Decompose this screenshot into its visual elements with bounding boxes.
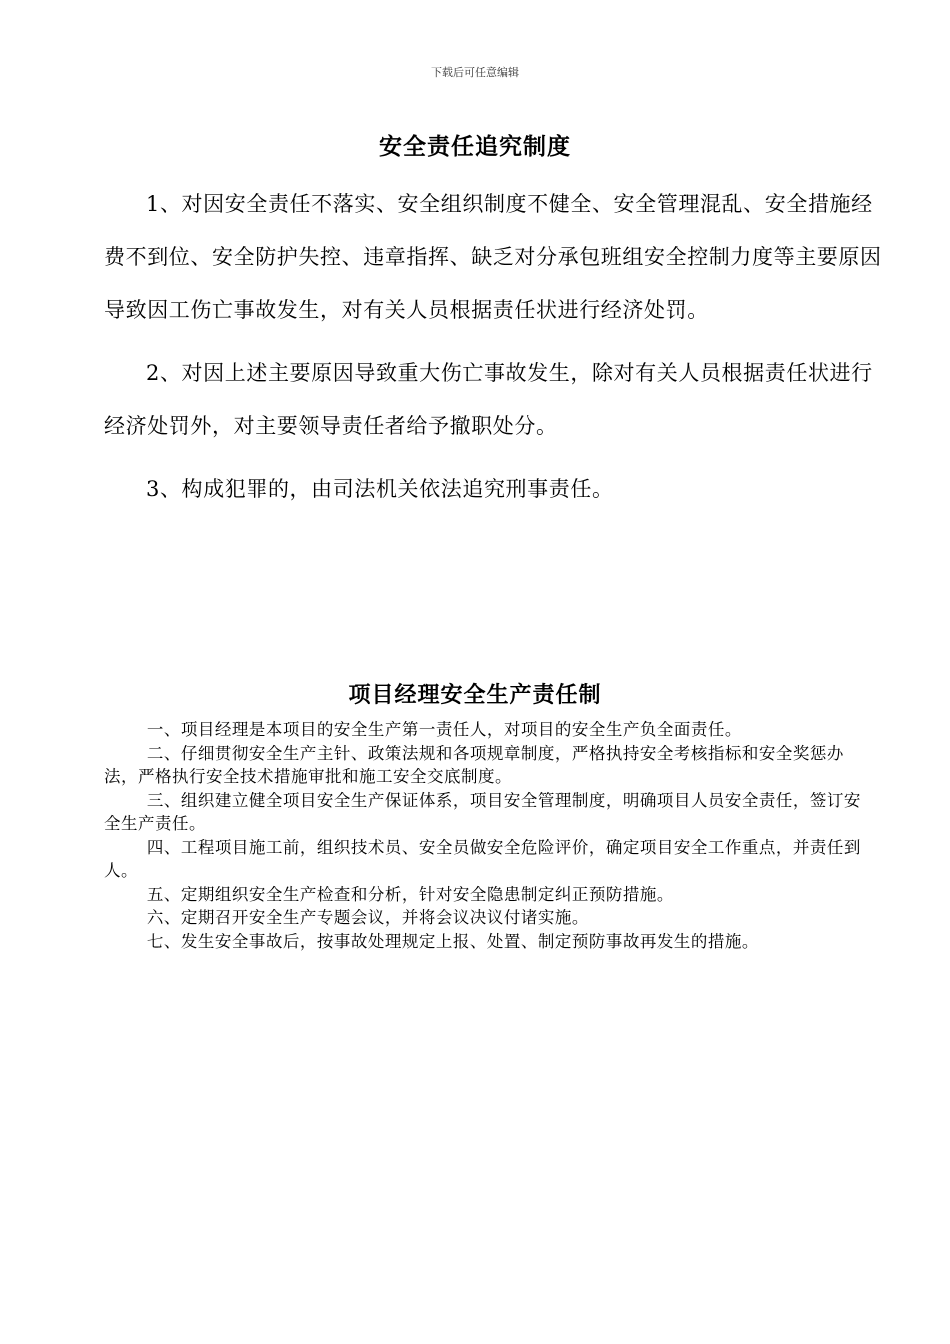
page-header-note: 下载后可任意编辑 bbox=[431, 66, 519, 79]
pm-item-5: 五、定期组织安全生产检查和分析，针对安全隐患制定纠正预防措施。 bbox=[146, 884, 674, 904]
liability-paragraph-2: 2、对因上述主要原因导致重大伤亡事故发生，除对有关人员根据责任状进行经济处罚外，对主要领导责任者给予撤职处分。 bbox=[104, 361, 873, 438]
pm-item-6: 六、定期召开安全生产专题会议，并将会议决议付诸实施。 bbox=[146, 908, 589, 927]
liability-paragraph-1: 1、对因安全责任不落实、安全组织制度不健全、安全管理混乱、安全措施经费不到位、安全防护失控、违章指挥、缺乏对分承包班组安全控制力度等主要原因导致因工伤亡事故发生，对有关人员根据责任状进行经济处罚。 bbox=[104, 192, 882, 322]
pm-item-3: 三、组织建立健全项目安全生产保证体系，项目安全管理制度，明确项目人员安全责任，签订安全生产责任。 bbox=[104, 790, 861, 833]
pm-item-7: 七、发生安全事故后，按事故处理规定上报、处置、制定预防事故再发生的措施。 bbox=[146, 931, 759, 951]
pm-item-4: 四、工程项目施工前，组织技术员、安全员做安全危险评价，确定项目安全工作重点，并责任到人。 bbox=[104, 837, 861, 880]
liability-paragraph-3: 3、构成犯罪的，由司法机关依法追究刑事责任。 bbox=[146, 477, 614, 501]
section-title-pm-responsibility: 项目经理安全生产责任制 bbox=[348, 682, 602, 708]
section-title-liability: 安全责任追究制度 bbox=[379, 133, 571, 160]
pm-responsibility-section-body bbox=[104, 718, 864, 953]
liability-section-body bbox=[104, 178, 882, 526]
pm-item-2: 二、仔细贯彻安全生产主针、政策法规和各项规章制度，严格执持安全考核指标和安全奖惩办法，严格执行安全技术措施审批和施工安全交底制度。 bbox=[104, 743, 844, 786]
pm-item-1: 一、项目经理是本项目的安全生产第一责任人，对项目的安全生产负全面责任。 bbox=[146, 720, 742, 739]
